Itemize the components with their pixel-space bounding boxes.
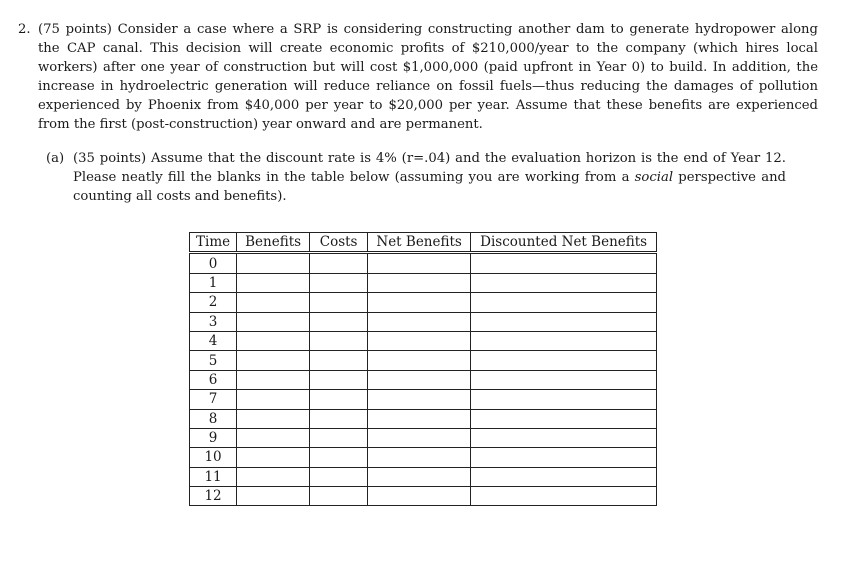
table-row (190, 253, 657, 273)
discounted-net-benefits-cell[interactable] (471, 409, 657, 428)
benefits-cell[interactable] (237, 409, 310, 428)
benefits-cell[interactable] (237, 331, 310, 350)
header-costs: Costs (310, 233, 368, 253)
table-body (190, 253, 657, 506)
costs-cell[interactable] (310, 467, 368, 486)
time-cell: 1 (190, 273, 237, 292)
net-benefits-cell[interactable] (368, 312, 471, 331)
part-a-text-before: (35 points) Assume that the discount rate is 4% (r=.04) and the evaluation horizon is the end of Year 12. Please neatly fill the blanks in the table below (assuming you are working from a (73, 151, 786, 185)
header-benefits: Benefits (237, 233, 310, 253)
net-benefits-cell[interactable] (368, 370, 471, 389)
time-cell: 6 (190, 370, 237, 389)
table-row (190, 293, 657, 312)
net-benefits-cell[interactable] (368, 467, 471, 486)
net-benefits-cell[interactable] (368, 273, 471, 292)
costs-cell[interactable] (310, 409, 368, 428)
costs-cell[interactable] (310, 448, 368, 467)
benefits-cell[interactable] (237, 370, 310, 389)
net-benefits-cell[interactable] (368, 428, 471, 447)
time-cell: 4 (190, 331, 237, 350)
benefits-cell[interactable] (237, 293, 310, 312)
costs-cell[interactable] (310, 428, 368, 447)
part-a (46, 149, 786, 206)
time-cell: 3 (190, 312, 237, 331)
time-cell: 7 (190, 390, 237, 409)
discounted-net-benefits-cell[interactable] (471, 273, 657, 292)
costs-cell[interactable] (310, 487, 368, 506)
benefits-cell[interactable] (237, 351, 310, 370)
table-row (190, 331, 657, 350)
time-cell: 8 (190, 409, 237, 428)
costs-cell[interactable] (310, 390, 368, 409)
time-cell: 5 (190, 351, 237, 370)
net-benefits-cell[interactable] (368, 253, 471, 273)
table-row (190, 409, 657, 428)
costs-cell[interactable] (310, 370, 368, 389)
discounted-net-benefits-cell[interactable] (471, 370, 657, 389)
net-benefits-cell[interactable] (368, 351, 471, 370)
header-net-benefits: Net Benefits (368, 233, 471, 253)
problem-text: (75 points) Consider a case where a SRP is considering constructing another dam to generate hydropower along the CAP canal. This decision will create economic profits of $210,000/year to the company (which hires local workers) after one year of construction but will cost $1,000,000 (paid upfront in Year 0) to build. In addition, the increase in hydroelectric generation will reduce reliance on fossil fuels—thus reducing the damages of pollution experienced by Phoenix from $40,000 per year to $20,000 per year. Assume that these benefits are experienced from the first (post-construction) year onward and are permanent. (38, 22, 818, 132)
costs-cell[interactable] (310, 351, 368, 370)
time-cell: 2 (190, 293, 237, 312)
net-benefits-cell[interactable] (368, 293, 471, 312)
discounted-net-benefits-cell[interactable] (471, 312, 657, 331)
costs-cell[interactable] (310, 253, 368, 273)
net-benefits-cell[interactable] (368, 390, 471, 409)
part-a-text-emph: social (634, 170, 674, 185)
time-cell: 11 (190, 467, 237, 486)
time-cell: 10 (190, 448, 237, 467)
problem-number: 2. (18, 22, 31, 37)
discounted-net-benefits-cell[interactable] (471, 467, 657, 486)
time-cell: 12 (190, 487, 237, 506)
part-a-text (73, 149, 786, 206)
net-benefits-cell[interactable] (368, 409, 471, 428)
discounted-net-benefits-cell[interactable] (471, 428, 657, 447)
table-row (190, 390, 657, 409)
discounted-net-benefits-cell[interactable] (471, 331, 657, 350)
benefits-cell[interactable] (237, 273, 310, 292)
benefits-cell[interactable] (237, 448, 310, 467)
part-a-text-after: perspective and counting all costs and benefits). (73, 170, 786, 204)
table-row (190, 428, 657, 447)
discounted-net-benefits-cell[interactable] (471, 253, 657, 273)
costs-cell[interactable] (310, 293, 368, 312)
benefit-cost-table (189, 232, 657, 506)
part-a-label: (a) (46, 151, 65, 166)
table-row (190, 467, 657, 486)
discounted-net-benefits-cell[interactable] (471, 390, 657, 409)
benefits-cell[interactable] (237, 390, 310, 409)
table-row (190, 351, 657, 370)
time-cell: 0 (190, 253, 237, 273)
net-benefits-cell[interactable] (368, 487, 471, 506)
problem-2 (18, 20, 818, 134)
table-row (190, 273, 657, 292)
discounted-net-benefits-cell[interactable] (471, 293, 657, 312)
benefits-cell[interactable] (237, 428, 310, 447)
benefits-cell[interactable] (237, 487, 310, 506)
table-row (190, 448, 657, 467)
costs-cell[interactable] (310, 312, 368, 331)
time-cell: 9 (190, 428, 237, 447)
table-row (190, 370, 657, 389)
discounted-net-benefits-cell[interactable] (471, 487, 657, 506)
net-benefits-cell[interactable] (368, 331, 471, 350)
table-header-row (190, 233, 657, 253)
table-row (190, 487, 657, 506)
discounted-net-benefits-cell[interactable] (471, 448, 657, 467)
header-discounted-net-benefits: Discounted Net Benefits (471, 233, 657, 253)
costs-cell[interactable] (310, 273, 368, 292)
benefits-cell[interactable] (237, 467, 310, 486)
benefits-cell[interactable] (237, 312, 310, 331)
net-benefits-cell[interactable] (368, 448, 471, 467)
table-row (190, 312, 657, 331)
discounted-net-benefits-cell[interactable] (471, 351, 657, 370)
header-time: Time (190, 233, 237, 253)
benefits-cell[interactable] (237, 253, 310, 273)
costs-cell[interactable] (310, 331, 368, 350)
